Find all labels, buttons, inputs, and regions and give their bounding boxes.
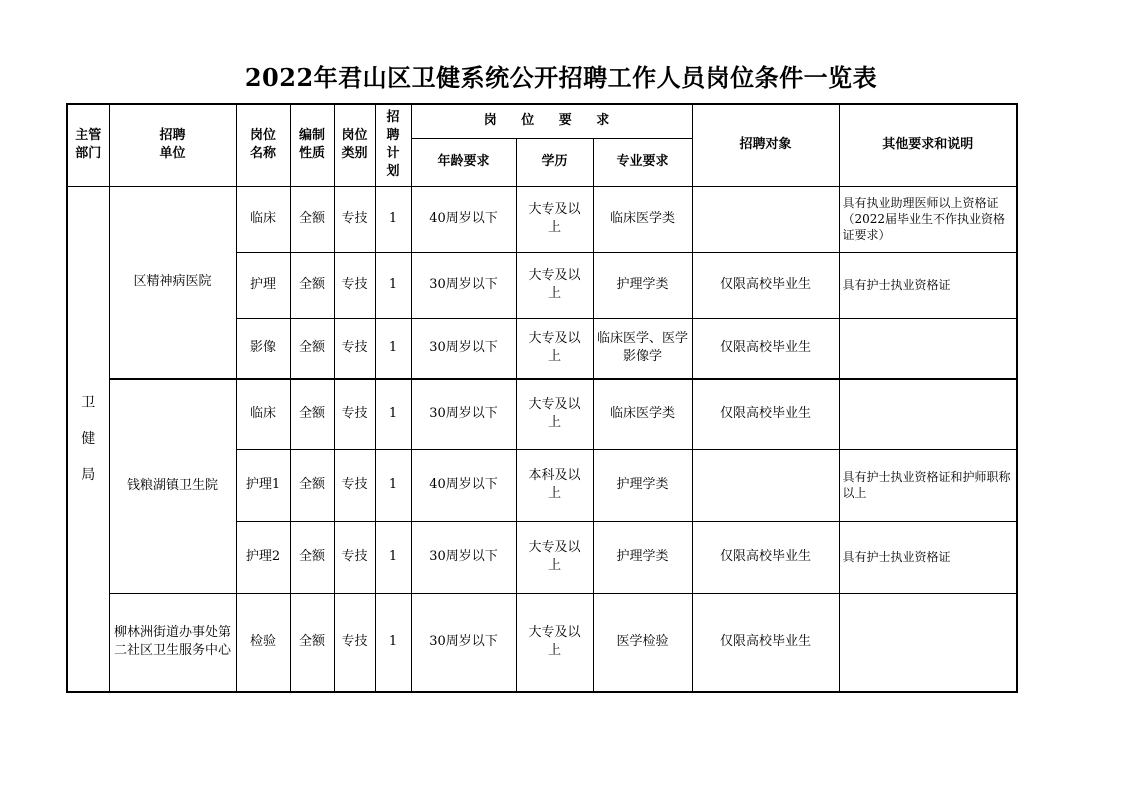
major: 临床医学类 [593,186,692,252]
major: 护理学类 [593,449,692,521]
target: 仅限高校毕业生 [692,252,839,318]
header-age: 年龄要求 [411,138,516,186]
table-row [67,186,1017,252]
staffing: 全额 [290,252,334,318]
post-name: 影像 [236,318,290,379]
age: 40周岁以下 [411,186,516,252]
category: 专技 [334,252,375,318]
age: 30周岁以下 [411,252,516,318]
post-name: 临床 [236,379,290,449]
positions-table [66,103,1018,693]
plan: 1 [375,318,411,379]
header-unit: 招聘单位 [109,104,236,186]
education: 大专及以上 [516,521,593,593]
header-post-name: 岗位名称 [236,104,290,186]
target: 仅限高校毕业生 [692,379,839,449]
header-category: 岗位类别 [334,104,375,186]
target [692,186,839,252]
category: 专技 [334,318,375,379]
table-row [67,593,1017,692]
target: 仅限高校毕业生 [692,593,839,692]
education: 大专及以上 [516,593,593,692]
header-staffing: 编制性质 [290,104,334,186]
education: 大专及以上 [516,252,593,318]
header-dept: 主管部门 [67,104,109,186]
plan: 1 [375,252,411,318]
category: 专技 [334,449,375,521]
education: 大专及以上 [516,379,593,449]
staffing: 全额 [290,186,334,252]
category: 专技 [334,593,375,692]
other: 具有护士执业资格证 [839,521,1017,593]
age: 30周岁以下 [411,318,516,379]
header-target: 招聘对象 [692,104,839,186]
target [692,449,839,521]
category: 专技 [334,186,375,252]
staffing: 全额 [290,593,334,692]
staffing: 全额 [290,449,334,521]
plan: 1 [375,186,411,252]
header-row-1 [67,104,1017,138]
age: 30周岁以下 [411,379,516,449]
other: 具有护士执业资格证 [839,252,1017,318]
post-name: 护理 [236,252,290,318]
education: 本科及以上 [516,449,593,521]
other: 具有护士执业资格证和护师职称以上 [839,449,1017,521]
unit-name: 柳林洲街道办事处第二社区卫生服务中心 [109,593,236,692]
header-plan: 招聘计划 [375,104,411,186]
post-name: 护理1 [236,449,290,521]
post-name: 检验 [236,593,290,692]
header-major: 专业要求 [593,138,692,186]
age: 40周岁以下 [411,449,516,521]
table-row [67,379,1017,449]
post-name: 护理2 [236,521,290,593]
other [839,379,1017,449]
page-title: 2022年君山区卫健系统公开招聘工作人员岗位条件一览表 [244,63,878,92]
other: 具有执业助理医师以上资格证（2022届毕业生不作执业资格证要求） [839,186,1017,252]
plan: 1 [375,593,411,692]
age: 30周岁以下 [411,521,516,593]
category: 专技 [334,521,375,593]
unit-name: 区精神病医院 [109,186,236,379]
major: 护理学类 [593,521,692,593]
other [839,593,1017,692]
staffing: 全额 [290,379,334,449]
category: 专技 [334,379,375,449]
target: 仅限高校毕业生 [692,318,839,379]
education: 大专及以上 [516,318,593,379]
post-name: 临床 [236,186,290,252]
target: 仅限高校毕业生 [692,521,839,593]
header-requirements: 岗 位 要 求 [411,104,692,138]
header-education: 学历 [516,138,593,186]
staffing: 全额 [290,318,334,379]
department-cell: 卫健局 [67,186,109,692]
plan: 1 [375,521,411,593]
other [839,318,1017,379]
major: 护理学类 [593,252,692,318]
major: 临床医学类 [593,379,692,449]
major: 临床医学、医学影像学 [593,318,692,379]
age: 30周岁以下 [411,593,516,692]
unit-name: 钱粮湖镇卫生院 [109,379,236,593]
header-other: 其他要求和说明 [839,104,1017,186]
major: 医学检验 [593,593,692,692]
education: 大专及以上 [516,186,593,252]
plan: 1 [375,379,411,449]
plan: 1 [375,449,411,521]
staffing: 全额 [290,521,334,593]
